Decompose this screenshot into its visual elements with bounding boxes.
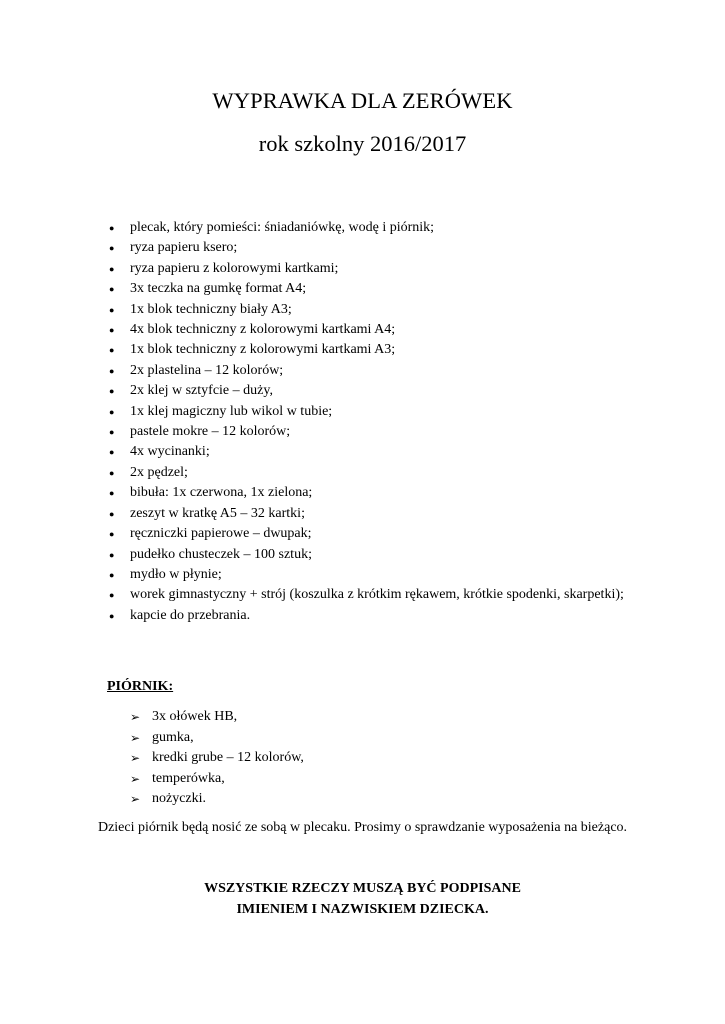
bullet-dot-icon: ● bbox=[109, 263, 115, 274]
list-item-text: 2x plastelina – 12 kolorów; bbox=[130, 362, 284, 378]
bullet-dot-icon: ● bbox=[109, 467, 115, 478]
bullet-dot-icon: ● bbox=[109, 529, 115, 540]
list-item bbox=[105, 259, 625, 279]
list-item-text: pastele mokre – 12 kolorów; bbox=[130, 424, 291, 440]
list-item bbox=[105, 402, 625, 422]
list-item bbox=[105, 320, 625, 340]
bullet-dot-icon: ● bbox=[109, 569, 115, 580]
signature-notice bbox=[0, 879, 725, 920]
pencil-case-note: Dzieci piórnik będą nosić ze sobą w plecaku. Prosimy o sprawdzanie wyposażenia na bieżąco. bbox=[97, 820, 628, 835]
document-title: WYPRAWKA DLA ZERÓWEK bbox=[212, 88, 513, 113]
arrowhead-bullet-icon: ➢ bbox=[130, 792, 141, 806]
list-item-text: kredki grube – 12 kolorów, bbox=[152, 750, 304, 765]
list-item bbox=[105, 300, 625, 320]
list-item-text: kapcie do przebrania. bbox=[130, 607, 251, 623]
list-item-text: ryza papieru z kolorowymi kartkami; bbox=[130, 260, 339, 276]
bullet-dot-icon: ● bbox=[109, 325, 115, 336]
supplies-list bbox=[105, 218, 625, 626]
bullet-dot-icon: ● bbox=[109, 284, 115, 295]
arrowhead-bullet-icon: ➢ bbox=[130, 751, 141, 765]
bullet-dot-icon: ● bbox=[109, 304, 115, 315]
list-item bbox=[130, 728, 304, 749]
list-item-text: pudełko chusteczek – 100 sztuk; bbox=[130, 546, 312, 562]
list-item bbox=[105, 565, 625, 585]
bullet-dot-icon: ● bbox=[109, 345, 115, 356]
list-item bbox=[105, 463, 625, 483]
bullet-dot-icon: ● bbox=[109, 610, 115, 621]
signature-notice-line-2: IMIENIEM I NAZWISKIEM DZIECKA. bbox=[236, 901, 489, 917]
bullet-dot-icon: ● bbox=[109, 365, 115, 376]
bullet-dot-icon: ● bbox=[109, 386, 115, 397]
list-item-text: ręczniczki papierowe – dwupak; bbox=[130, 526, 312, 542]
arrowhead-bullet-icon: ➢ bbox=[130, 710, 141, 724]
list-item bbox=[105, 442, 625, 462]
bullet-dot-icon: ● bbox=[109, 447, 115, 458]
list-item bbox=[130, 789, 304, 810]
list-item bbox=[105, 504, 625, 524]
bullet-dot-icon: ● bbox=[109, 223, 115, 233]
list-item bbox=[105, 279, 625, 299]
list-item-text: temperówka, bbox=[152, 770, 225, 786]
list-item bbox=[105, 524, 625, 544]
list-item bbox=[130, 769, 304, 790]
list-item bbox=[105, 381, 625, 401]
list-item-text: 2x pędzel; bbox=[130, 464, 188, 480]
list-item bbox=[130, 707, 304, 728]
list-item-text: 3x teczka na gumkę format A4; bbox=[130, 281, 307, 297]
list-item-text: 1x klej magiczny lub wikol w tubie; bbox=[130, 403, 333, 419]
bullet-dot-icon: ● bbox=[109, 549, 115, 560]
list-item-text: 1x blok techniczny z kolorowymi kartkami A3; bbox=[130, 342, 396, 358]
list-item bbox=[105, 422, 625, 442]
list-item-text: plecak, który pomieści: śniadaniówkę, wodę i piórnik; bbox=[130, 220, 435, 235]
list-item-text: bibuła: 1x czerwona, 1x zielona; bbox=[130, 485, 313, 501]
list-item bbox=[105, 545, 625, 565]
list-item-text: zeszyt w kratkę A5 – 32 kartki; bbox=[130, 505, 305, 521]
list-item bbox=[130, 748, 304, 769]
signature-notice-line-1: WSZYSTKIE RZECZY MUSZĄ BYĆ PODPISANE bbox=[204, 881, 521, 896]
arrowhead-bullet-icon: ➢ bbox=[130, 730, 141, 745]
list-item-text: worek gimnastyczny + strój (koszulka z krótkim rękawem, krótkie spodenki, skarpetki); bbox=[130, 587, 624, 603]
list-item bbox=[105, 585, 625, 605]
list-item bbox=[105, 218, 625, 238]
list-item-text: 1x blok techniczny biały A3; bbox=[130, 301, 292, 317]
bullet-dot-icon: ● bbox=[109, 590, 115, 601]
list-item-text: ryza papieru ksero; bbox=[130, 240, 238, 256]
list-item bbox=[105, 483, 625, 503]
arrowhead-bullet-icon: ➢ bbox=[130, 771, 141, 786]
list-item-text: 4x wycinanki; bbox=[130, 444, 210, 460]
bullet-dot-icon: ● bbox=[109, 406, 115, 417]
bullet-dot-icon: ● bbox=[109, 427, 115, 438]
list-item-text: 4x blok techniczny z kolorowymi kartkami A4; bbox=[130, 322, 396, 338]
bullet-dot-icon: ● bbox=[109, 508, 115, 519]
list-item-text: gumka, bbox=[152, 729, 194, 745]
document-subtitle: rok szkolny 2016/2017 bbox=[258, 131, 467, 156]
list-item bbox=[105, 340, 625, 360]
list-item bbox=[105, 606, 625, 626]
list-item-text: 3x ołówek HB, bbox=[152, 709, 238, 724]
bullet-dot-icon: ● bbox=[109, 243, 115, 254]
list-item-text: mydło w płynie; bbox=[130, 566, 222, 582]
bullet-dot-icon: ● bbox=[109, 488, 115, 499]
list-item-text: nożyczki. bbox=[152, 791, 207, 806]
pencil-case-heading: PIÓRNIK: bbox=[107, 679, 174, 694]
list-item bbox=[105, 361, 625, 381]
list-item-text: 2x klej w sztyfcie – duży, bbox=[130, 383, 273, 399]
pencil-case-list bbox=[130, 707, 304, 810]
list-item bbox=[105, 238, 625, 258]
